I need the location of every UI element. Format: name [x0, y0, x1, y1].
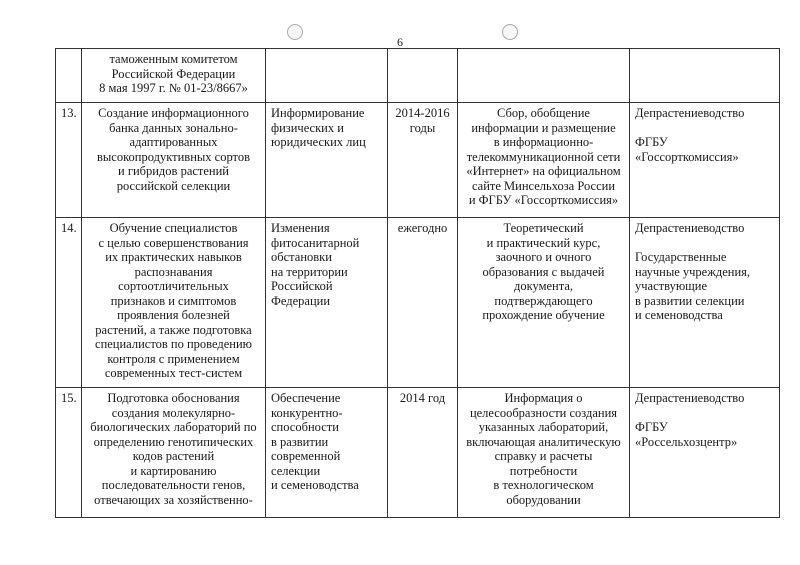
- plan-table: [55, 48, 780, 518]
- term-cell: [388, 49, 458, 103]
- result-cell: Обеспечение конкурентно- способности в развитии современной селекции и семеноводства: [266, 388, 388, 518]
- table-row: [56, 49, 780, 103]
- table-row: [56, 103, 780, 218]
- result-cell: [266, 49, 388, 103]
- executor-cell: Депрастениеводство ФГБУ «Госсорткомиссия»: [630, 103, 780, 218]
- row-number: [56, 49, 82, 103]
- row-number: 15.: [56, 388, 82, 518]
- result-cell: Информирование физических и юридических лиц: [266, 103, 388, 218]
- action-cell: Создание информационного банка данных зонально- адаптированных высокопродуктивных сортов и гибридов растений российской селекции: [82, 103, 266, 218]
- term-cell: 2014 год: [388, 388, 458, 518]
- row-number: 14.: [56, 218, 82, 388]
- row-number: 13.: [56, 103, 82, 218]
- punch-hole-right: [502, 24, 518, 40]
- form-cell: Сбор, обобщение информации и размещение в информационно- телекоммуникационной сети «Интернет» на официальном сайте Минсельхоза России и ФГБУ «Госсорткомиссия»: [458, 103, 630, 218]
- action-cell: Подготовка обоснования создания молекулярно- биологических лабораторий по определению генотипических кодов растений и картированию последовательности генов, отвечающих за хозяйственно-: [82, 388, 266, 518]
- page-number: 6: [397, 35, 403, 49]
- executor-cell: [630, 49, 780, 103]
- punch-hole-left: [287, 24, 303, 40]
- table-row: [56, 388, 780, 518]
- table-row: [56, 218, 780, 388]
- executor-cell: Депрастениеводство ФГБУ «Россельхозцентр»: [630, 388, 780, 518]
- form-cell: Теоретический и практический курс, заочного и очного образования с выдачей документа, подтверждающего прохождение обучение: [458, 218, 630, 388]
- form-cell: Информация о целесообразности создания указанных лабораторий, включающая аналитическую справку и расчеты потребности в технологическом оборудовании: [458, 388, 630, 518]
- action-cell: Обучение специалистов с целью совершенствования их практических навыков распознавания сортоотличительных признаков и симптомов проявления болезней растений, а также подготовка специалистов по проведению контроля с применением современных тест-систем: [82, 218, 266, 388]
- executor-cell: Депрастениеводство Государственные научные учреждения, участвующие в развитии селекции и семеноводства: [630, 218, 780, 388]
- form-cell: [458, 49, 630, 103]
- term-cell: ежегодно: [388, 218, 458, 388]
- action-cell: таможенным комитетом Российской Федерации 8 мая 1997 г. № 01-23/8667»: [82, 49, 266, 103]
- term-cell: 2014-2016 годы: [388, 103, 458, 218]
- result-cell: Изменения фитосанитарной обстановки на территории Российской Федерации: [266, 218, 388, 388]
